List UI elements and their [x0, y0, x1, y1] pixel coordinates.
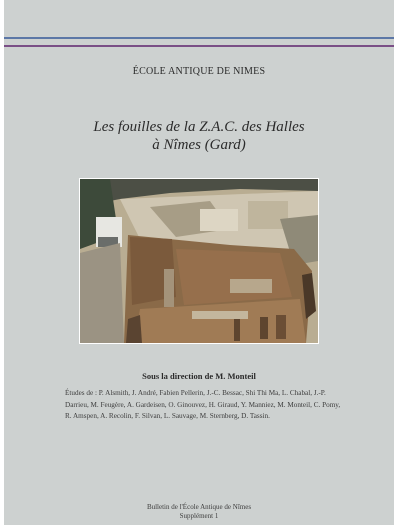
excavation-aerial-photo: [79, 178, 319, 344]
book-title: [4, 118, 394, 154]
contributors-list: Études de : P. Alsmith, J. André, Fabien Pellerin, J.-C. Bessac, Shi Thi Ma, L. Chabal, J.-P. Darrieu, M. Feugère, A. Gardeisen, O. Ginouvez, H. Giraud, Y. Manniez, M. Monteil, C. Pomy, R. Amspen, A. Recolin, F. Silvan, L. Sauvage, M. Sternberg, D. Tassin.: [65, 389, 341, 420]
bulletin-supplement: Supplément 1: [179, 512, 219, 520]
direction-line: Sous la direction de M. Monteil: [142, 371, 256, 381]
top-rule-blue: [4, 37, 394, 39]
bulletin-title: Bulletin de l'École Antique de Nîmes: [146, 503, 252, 511]
top-rule-purple: [4, 45, 394, 47]
series-heading: ÉCOLE ANTIQUE DE NIMES: [132, 66, 266, 77]
excavation-photo-drawing: [80, 179, 318, 343]
title-line-1: Les fouilles de la Z.A.C. des Halles: [93, 119, 305, 135]
book-cover: [4, 0, 394, 525]
title-line-2: à Nîmes (Gard): [152, 137, 246, 153]
bulletin-reference: [4, 503, 394, 521]
